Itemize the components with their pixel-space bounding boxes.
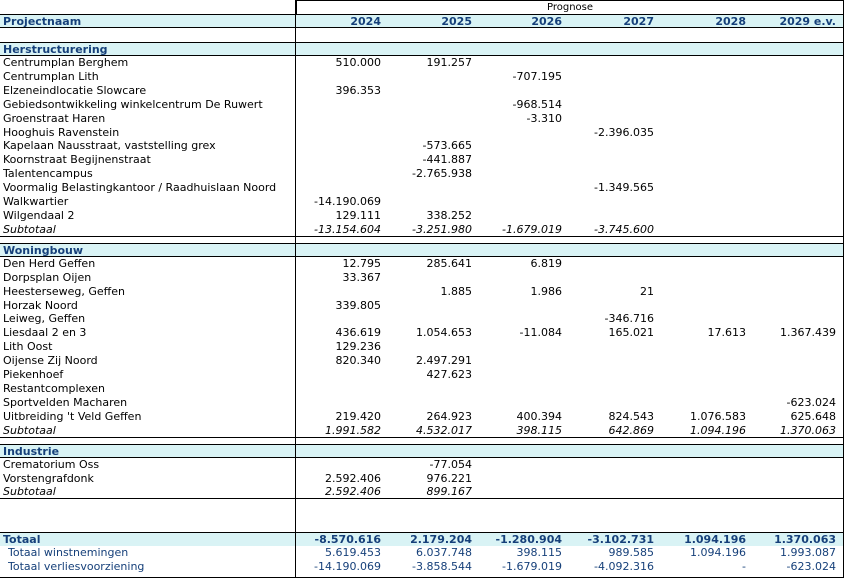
value-cell: 165.021 [608,326,654,340]
value-cell: 191.257 [426,56,472,69]
value-cell: 12.795 [342,256,381,270]
table-row [0,84,844,98]
year-header: 2024 [350,15,381,28]
section-title: Woningbouw [3,243,84,257]
value-cell: 21 [640,284,654,298]
row-label: Sportvelden Macharen [3,395,128,409]
table-row [0,312,844,326]
row-label: Voormalig Belastingkantoor / Raadhuislaan Noord [3,181,277,195]
value-cell: 285.641 [426,256,472,270]
value-cell: 989.585 [608,546,654,559]
value-cell: 1.076.583 [690,409,746,423]
table-row [0,354,844,368]
column-header-row [0,14,844,28]
value-cell: 17.613 [707,326,746,340]
table-row [0,139,844,153]
table-row [0,410,844,424]
value-cell: 396.353 [335,83,381,97]
table-row [0,382,844,396]
row-label: Centrumplan Lith [3,69,99,83]
value-cell: 1.094.196 [684,533,746,546]
value-cell: -2.765.938 [412,167,472,181]
row-label: Leiweg, Geffen [3,312,86,326]
row-label: Subtotaal [3,423,56,437]
value-cell: 264.923 [426,409,472,423]
section-header [0,42,844,56]
value-cell: 427.623 [426,368,472,381]
row-label: Oijense Zij Noord [3,354,98,368]
value-cell: -623.024 [786,560,836,573]
year-header: 2029 e.v. [779,15,836,28]
table-row [0,56,844,70]
row-label: Walkwartier [3,195,69,208]
value-cell: 129.111 [335,208,381,222]
row-label: Talentencampus [3,167,93,181]
value-cell: 1.370.063 [774,533,836,546]
row-label: Crematorium Oss [3,457,100,471]
value-cell: 2.592.406 [325,485,381,499]
year-header: 2025 [441,15,472,28]
value-cell: -968.514 [512,97,562,111]
table-row [0,326,844,340]
value-cell: 1.367.439 [780,326,836,340]
table-row [0,195,844,209]
total-row [0,532,844,546]
row-label: Heesterseweg, Geffen [3,284,125,298]
value-cell: 219.420 [335,409,381,423]
value-cell: -2.396.035 [594,125,654,139]
table-row [0,153,844,167]
row-label: Kapelaan Nausstraat, vaststelling grex [3,139,216,153]
value-cell: 976.221 [426,471,472,485]
value-cell: 436.619 [335,326,381,340]
table-row [0,257,844,271]
value-cell: 510.000 [335,56,381,69]
prognose-header: Prognose [296,0,844,14]
value-cell: -77.054 [429,457,472,471]
value-cell: 1.993.087 [780,546,836,559]
table-row [0,458,844,472]
row-label: Dorpsplan Oijen [3,270,92,284]
value-cell: 820.340 [335,354,381,368]
project-name-header: Projectnaam [3,15,82,28]
value-cell: -1.679.019 [502,222,562,236]
row-label: Vorstengrafdonk [3,471,94,485]
total-winst-row [0,546,844,560]
value-cell: 129.236 [335,340,381,354]
column-separator [295,0,296,578]
value-cell: -1.280.904 [495,533,562,546]
row-label: Lith Oost [3,340,53,354]
value-cell: 398.115 [516,423,562,437]
year-header: 2028 [715,15,746,28]
table-row [0,285,844,299]
row-label: Subtotaal [3,222,56,236]
table-row [0,181,844,195]
section-header [0,444,844,458]
value-cell: 33.367 [342,270,381,284]
value-cell: 1.986 [530,284,562,298]
row-label: Wilgendaal 2 [3,208,75,222]
row-label: Totaal winstnemingen [8,546,129,559]
value-cell: 642.869 [608,423,654,437]
table-row [0,126,844,140]
subtotal-row [0,424,844,438]
row-label: Liesdaal 2 en 3 [3,326,87,340]
row-label: Centrumplan Berghem [3,56,129,69]
table-row [0,209,844,223]
value-cell: 2.497.291 [416,354,472,368]
value-cell: 400.394 [516,409,562,423]
value-cell: -4.092.316 [594,560,654,573]
row-label: Totaal verliesvoorziening [8,560,145,573]
value-cell: -441.887 [422,153,472,167]
table-row [0,340,844,354]
table-row [0,368,844,382]
value-cell: -3.102.731 [587,533,654,546]
row-label: Piekenhoef [3,368,64,381]
value-cell: -3.858.544 [412,560,472,573]
table-row [0,167,844,181]
value-cell: - [742,560,746,573]
value-cell: -3.745.600 [594,222,654,236]
row-label: Elzeneindlocatie Slowcare [3,83,147,97]
row-label: Restantcomplexen [3,381,106,395]
value-cell: -14.190.069 [314,195,381,208]
table-row [0,98,844,112]
value-cell: 6.819 [530,256,562,270]
subtotal-row [0,223,844,237]
section-header [0,243,844,257]
value-cell: 1.094.196 [690,423,746,437]
value-cell: -1.679.019 [502,560,562,573]
row-label: Den Herd Geffen [3,256,96,270]
table-row [0,70,844,84]
table-row [0,299,844,313]
row-label: Uitbreiding 't Veld Geffen [3,409,142,423]
value-cell: 899.167 [426,485,472,499]
section-title: Industrie [3,444,60,458]
value-cell: 1.370.063 [780,423,836,437]
year-header: 2026 [531,15,562,28]
table-row [0,271,844,285]
value-cell: 625.648 [790,409,836,423]
value-cell: -8.570.616 [314,533,381,546]
subtotal-row [0,485,844,499]
row-label: Groenstraat Haren [3,111,106,125]
value-cell: 1.054.653 [416,326,472,340]
value-cell: 5.619.453 [325,546,381,559]
value-cell: 398.115 [516,546,562,559]
value-cell: -707.195 [512,69,562,83]
total-verlies-row [0,560,844,574]
row-label: Horzak Noord [3,298,78,312]
value-cell: -573.665 [422,139,472,153]
row-label: Subtotaal [3,485,56,499]
value-cell: 338.252 [426,208,472,222]
year-header: 2027 [623,15,654,28]
row-label: Totaal [3,533,41,546]
value-cell: 2.179.204 [410,533,472,546]
table-row [0,396,844,410]
row-label: Koornstraat Begijnenstraat [3,153,151,167]
value-cell: -11.084 [519,326,562,340]
value-cell: 6.037.748 [416,546,472,559]
value-cell: -3.251.980 [412,222,472,236]
value-cell: -13.154.604 [314,222,381,236]
value-cell: -623.024 [786,395,836,409]
value-cell: 339.805 [335,298,381,312]
value-cell: 1.991.582 [325,423,381,437]
table-row [0,112,844,126]
value-cell: 824.543 [608,409,654,423]
value-cell: 1.094.196 [690,546,746,559]
value-cell: -346.716 [604,312,654,326]
row-label: Hooghuis Ravenstein [3,125,120,139]
row-label: Gebiedsontwikkeling winkelcentrum De Ruwert [3,97,263,111]
value-cell: 4.532.017 [416,423,472,437]
section-title: Herstructurering [3,43,108,56]
table-row [0,472,844,486]
value-cell: 1.885 [440,284,472,298]
value-cell: -14.190.069 [314,560,381,573]
value-cell: -3.310 [526,111,562,125]
value-cell: 2.592.406 [325,471,381,485]
value-cell: -1.349.565 [594,181,654,195]
